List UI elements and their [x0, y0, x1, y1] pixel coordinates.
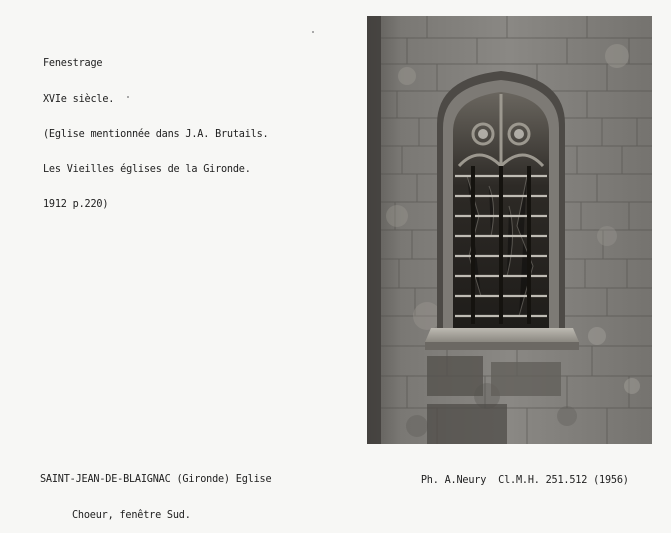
note-line: (Eglise mentionnée dans J.A. Brutails.	[43, 128, 269, 140]
archival-notes	[43, 35, 268, 222]
speck-mark	[312, 31, 314, 33]
wall-edge-shadow	[367, 16, 381, 444]
note-line: Fenestrage	[43, 58, 103, 70]
photo-illustration	[367, 16, 652, 444]
photo-caption	[40, 451, 271, 533]
note-line: XVIe siècle.	[43, 93, 115, 105]
note-line: 1912 p.220)	[43, 198, 109, 210]
sill-shadow	[425, 342, 579, 350]
window-sill	[425, 328, 579, 342]
photo-credit	[409, 463, 629, 486]
caption-location: SAINT-JEAN-DE-BLAIGNAC (Gironde) Eglise	[40, 474, 272, 486]
note-line: Les Vieilles églises de la Gironde.	[43, 163, 251, 175]
photographer-credit: Ph. A.Neury	[420, 474, 487, 486]
church-window-photo	[367, 16, 652, 444]
caption-detail: Choeur, fenêtre Sud.	[72, 509, 191, 521]
archive-reference: Cl.M.H. 251.512 (1956)	[498, 474, 629, 486]
speck-mark	[127, 96, 129, 98]
